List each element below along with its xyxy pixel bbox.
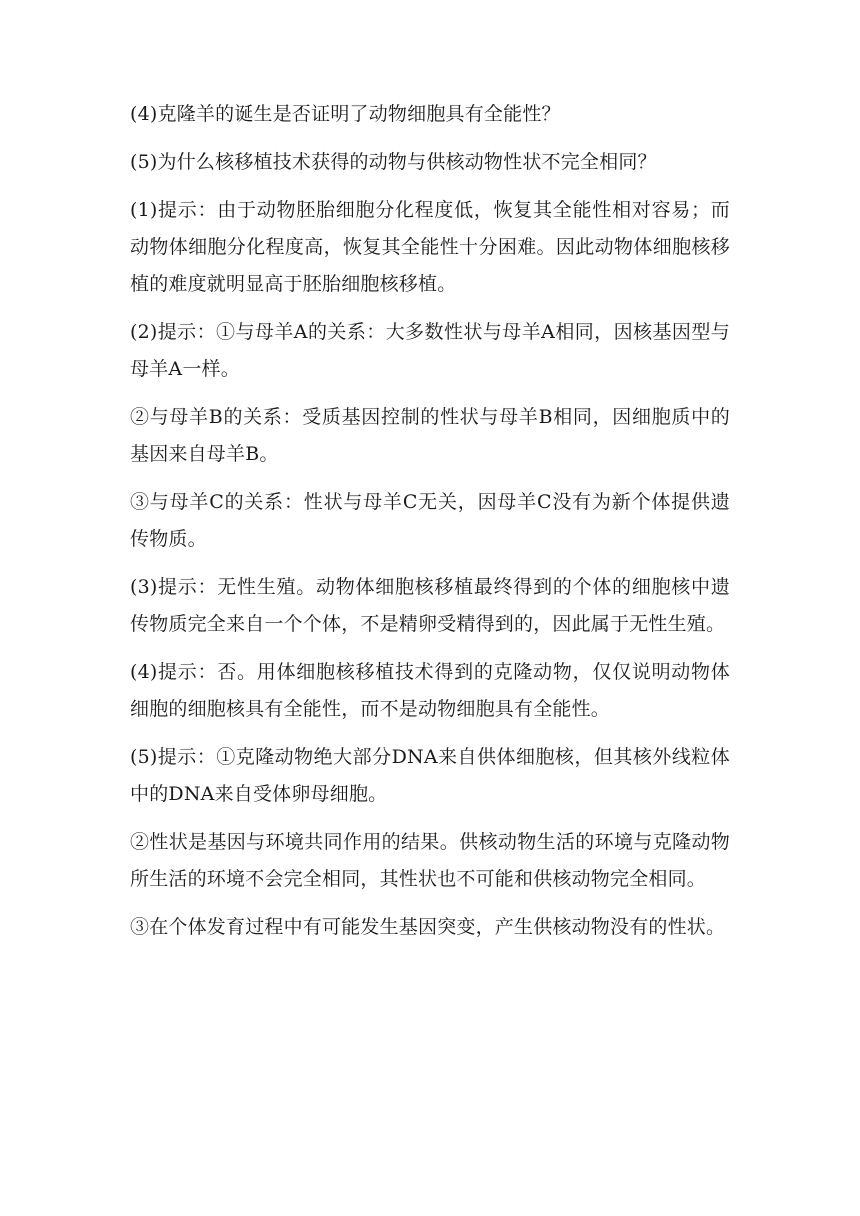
answer-2-part-3: ③与母羊C的关系：性状与母羊C无关，因母羊C没有为新个体提供遗传物质。 <box>130 491 730 550</box>
answer-5-part-2: ②性状是基因与环境共同作用的结果。供核动物生活的环境与克隆动物所生活的环境不会完全相同，其性状也不可能和供核动物完全相同。 <box>130 831 730 890</box>
answer-1: (1)提示：由于动物胚胎细胞分化程度低，恢复其全能性相对容易；而动物体细胞分化程度高，恢复其全能性十分困难。因此动物体细胞核移植的难度就明显高于胚胎细胞核移植。 <box>130 199 730 295</box>
question-5: (5)为什么核移植技术获得的动物与供核动物性状不完全相同？ <box>130 151 657 173</box>
answer-2-part-2: ②与母羊B的关系：受质基因控制的性状与母羊B相同，因细胞质中的基因来自母羊B。 <box>130 406 730 465</box>
answer-5-part-1: (5)提示：①克隆动物绝大部分DNA来自供体细胞核，但其核外线粒体中的DNA来自受体卵母细胞。 <box>130 746 730 805</box>
question-4: (4)克隆羊的诞生是否证明了动物细胞具有全能性？ <box>130 103 561 125</box>
answer-2-part-1: (2)提示：①与母羊A的关系：大多数性状与母羊A相同，因核基因型与母羊A一样。 <box>130 321 730 380</box>
answer-3: (3)提示：无性生殖。动物体细胞核移植最终得到的个体的细胞核中遗传物质完全来自一个个体，不是精卵受精得到的，因此属于无性生殖。 <box>130 576 730 635</box>
document-page <box>130 96 730 957</box>
answer-5-part-3: ③在个体发育过程中有可能发生基因突变，产生供核动物没有的性状。 <box>130 916 726 938</box>
answer-4: (4)提示：否。用体细胞核移植技术得到的克隆动物，仅仅说明动物体细胞的细胞核具有全能性，而不是动物细胞具有全能性。 <box>130 661 730 720</box>
